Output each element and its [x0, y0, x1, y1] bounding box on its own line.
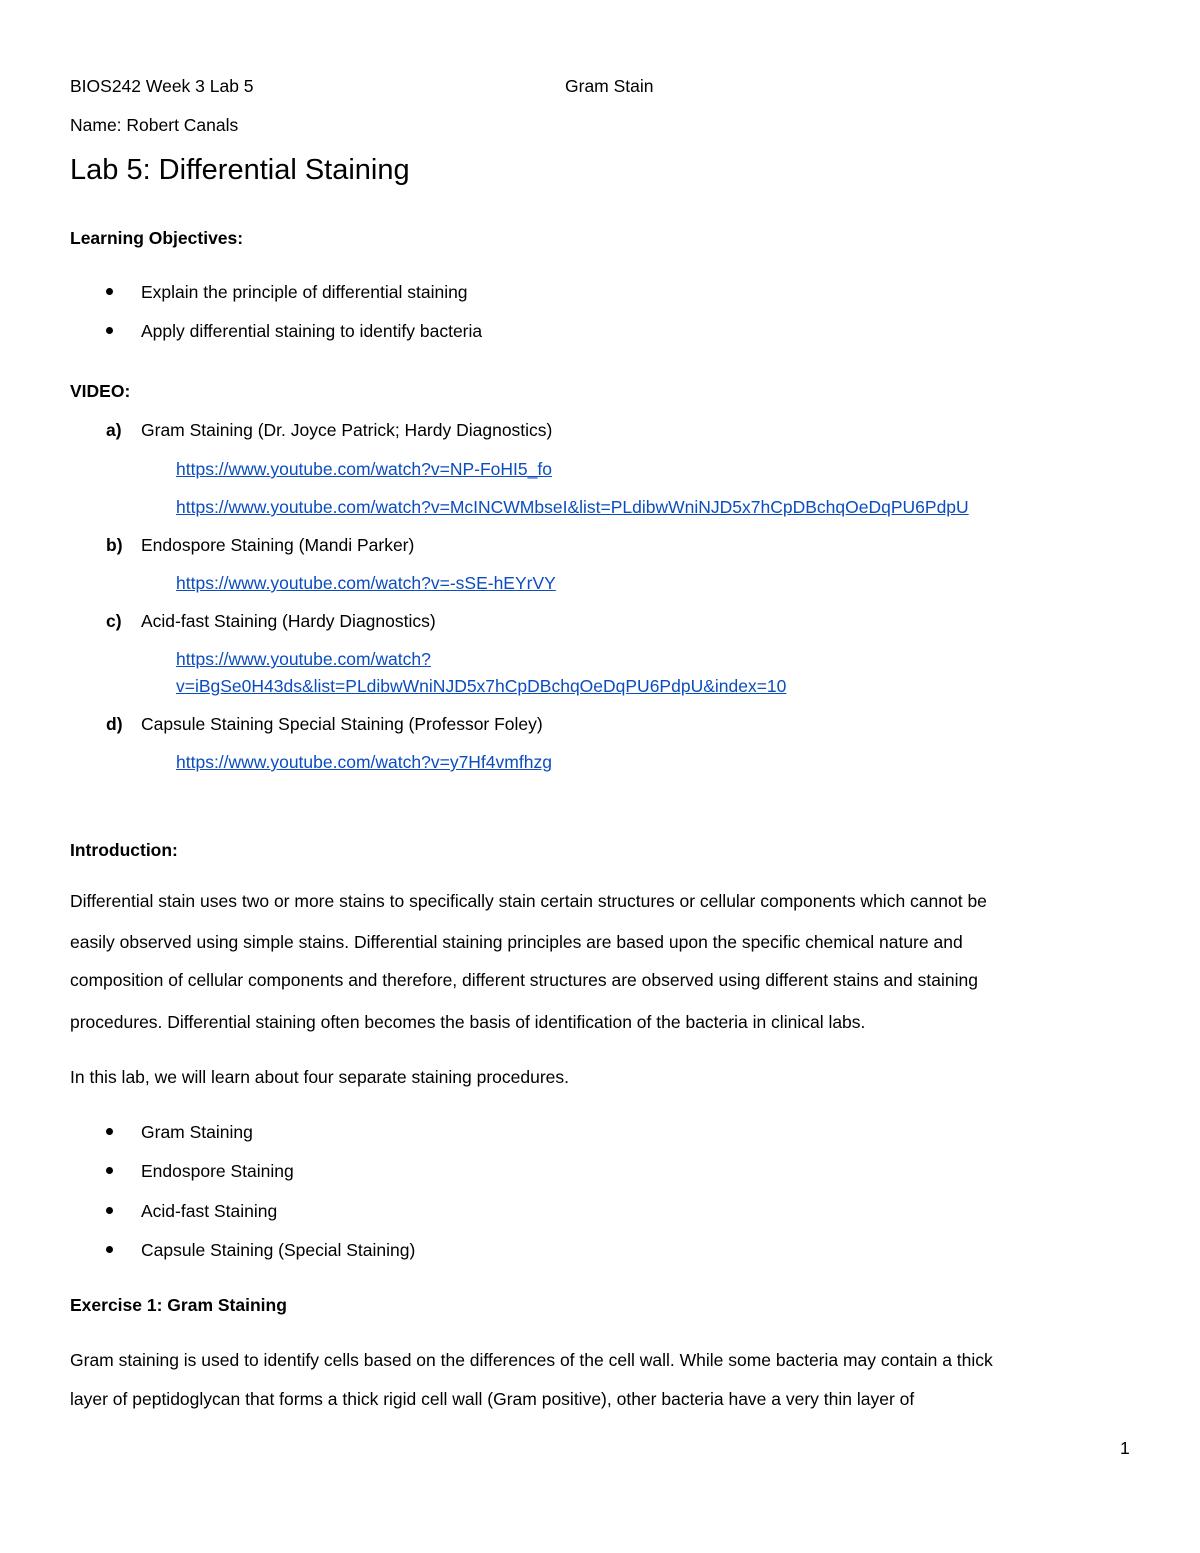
- procedure-item: Capsule Staining (Special Staining): [141, 1240, 416, 1260]
- video-link[interactable]: https://www.youtube.com/watch?: [176, 649, 431, 669]
- introduction-line: procedures. Differential staining often becomes the basis of identification of the bacteria in clinical labs.: [70, 1012, 866, 1032]
- exercise-heading: Exercise 1: Gram Staining: [70, 1295, 287, 1315]
- introduction-heading: Introduction:: [70, 840, 178, 860]
- objective-item: Explain the principle of differential staining: [141, 282, 468, 302]
- video-label: Capsule Staining Special Staining (Professor Foley): [141, 714, 543, 734]
- introduction-lead-in: In this lab, we will learn about four separate staining procedures.: [70, 1067, 570, 1087]
- introduction-line: composition of cellular components and therefore, different structures are observed using different stains and staining: [70, 970, 978, 990]
- video-marker: b): [106, 535, 123, 555]
- video-link[interactable]: v=iBgSe0H43ds&list=PLdibwWniNJD5x7hCpDBchqOeDqPU6PdpU&index=10: [176, 676, 787, 696]
- exercise-line: Gram staining is used to identify cells based on the differences of the cell wall. While some bacteria may contain a thick: [70, 1350, 993, 1370]
- video-link[interactable]: https://www.youtube.com/watch?v=NP-FoHI5_fo: [176, 459, 552, 479]
- header-course: BIOS242 Week 3 Lab 5: [70, 76, 254, 96]
- introduction-line: Differential stain uses two or more stains to specifically stain certain structures or cellular components which cannot be: [70, 891, 987, 911]
- video-label: Endospore Staining (Mandi Parker): [141, 535, 415, 555]
- procedure-item: Endospore Staining: [141, 1161, 294, 1181]
- name-line: Name: Robert Canals: [70, 115, 239, 135]
- video-link[interactable]: https://www.youtube.com/watch?v=McINCWMbseI&list=PLdibwWniNJD5x7hCpDBchqOeDqPU6PdpU: [176, 497, 969, 517]
- objective-item: Apply differential staining to identify bacteria: [141, 321, 483, 341]
- introduction-line: easily observed using simple stains. Differential staining principles are based upon the specific chemical nature and: [70, 932, 963, 952]
- video-link[interactable]: https://www.youtube.com/watch?v=y7Hf4vmfhzg: [176, 752, 552, 772]
- page-title: Lab 5: Differential Staining: [70, 154, 410, 186]
- video-marker: d): [106, 714, 123, 734]
- video-marker: a): [106, 420, 122, 440]
- procedure-item: Gram Staining: [141, 1122, 253, 1142]
- header-topic: Gram Stain: [565, 76, 654, 96]
- bullet-icon: [106, 1167, 113, 1174]
- bullet-icon: [106, 327, 113, 334]
- procedure-item: Acid-fast Staining: [141, 1201, 278, 1221]
- video-label: Acid-fast Staining (Hardy Diagnostics): [141, 611, 436, 631]
- page-number: 1: [1120, 1438, 1130, 1458]
- bullet-icon: [106, 1246, 113, 1253]
- video-marker: c): [106, 611, 122, 631]
- video-link[interactable]: https://www.youtube.com/watch?v=-sSE-hEYrVY: [176, 573, 556, 593]
- video-heading: VIDEO:: [70, 381, 131, 401]
- bullet-icon: [106, 288, 113, 295]
- bullet-icon: [106, 1207, 113, 1214]
- exercise-line: layer of peptidoglycan that forms a thick rigid cell wall (Gram positive), other bacteria have a very thin layer of: [70, 1389, 915, 1409]
- objectives-heading: Learning Objectives:: [70, 228, 244, 248]
- bullet-icon: [106, 1128, 113, 1135]
- video-label: Gram Staining (Dr. Joyce Patrick; Hardy Diagnostics): [141, 420, 553, 440]
